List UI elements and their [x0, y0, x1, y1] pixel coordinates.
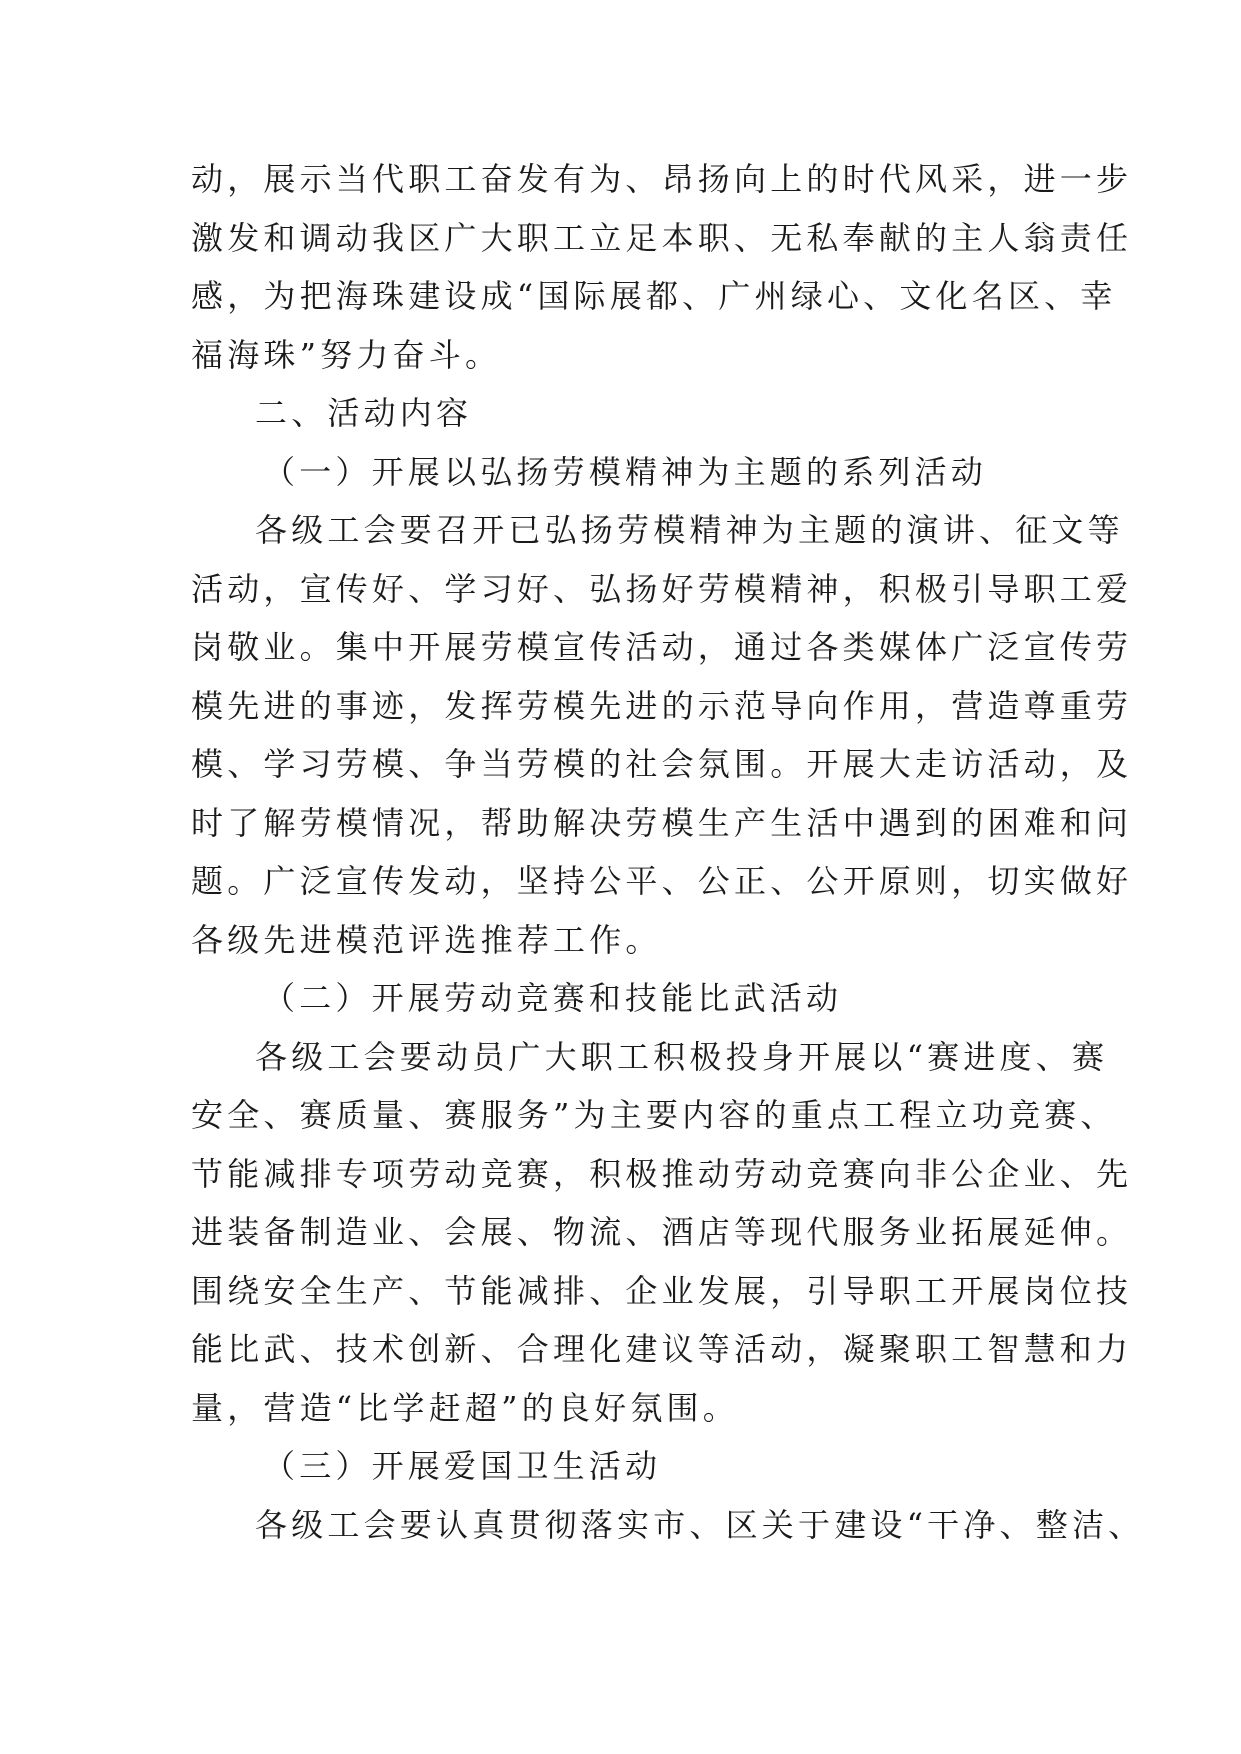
text-line: 岗敬业。集中开展劳模宣传活动，通过各类媒体广泛宣传劳	[191, 628, 1133, 666]
text-line: 各级先进模范评选推荐工作。	[191, 920, 662, 959]
text-line: 围绕安全生产、节能减排、企业发展，引导职工开展岗位技	[191, 1271, 1133, 1310]
document-body	[191, 150, 1145, 1554]
text-line: 福海珠”努力奋斗。	[191, 335, 502, 374]
text-line: 各级工会要动员广大职工积极投身开展以“赛进度、赛	[255, 1037, 1109, 1076]
text-line: 进装备制造业、会展、物流、酒店等现代服务业拓展延伸。	[191, 1213, 1133, 1251]
text-line: 二、活动内容	[255, 394, 473, 432]
text-line: 量，营造“比学赶超”的良好氛围。	[191, 1388, 739, 1427]
text-line: 激发和调动我区广大职工立足本职、无私奉献的主人翁责任	[191, 218, 1133, 257]
text-line: 节能减排专项劳动竞赛，积极推动劳动竞赛向非公企业、先	[191, 1154, 1133, 1193]
text-line: （三）开展爱国卫生活动	[263, 1447, 662, 1485]
text-line: 各级工会要认真贯彻落实市、区关于建设“干净、整洁、	[255, 1505, 1145, 1544]
text-line: 安全、赛质量、赛服务”为主要内容的重点工程立功竞赛、	[191, 1096, 1117, 1134]
text-line: （一）开展以弘扬劳模精神为主题的系列活动	[263, 452, 988, 491]
text-line: （二）开展劳动竞赛和技能比武活动	[263, 979, 843, 1017]
text-line: 动，展示当代职工奋发有为、昂扬向上的时代风采，进一步	[191, 160, 1133, 198]
text-line: 感，为把海珠建设成“国际展都、广州绿心、文化名区、幸	[191, 277, 1117, 315]
text-line: 模先进的事迹，发挥劳模先进的示范导向作用，营造尊重劳	[191, 686, 1133, 725]
text-line: 时了解劳模情况，帮助解决劳模生产生活中遇到的困难和问	[191, 803, 1133, 842]
text-line: 模、学习劳模、争当劳模的社会氛围。开展大走访活动，及	[191, 745, 1133, 783]
text-line: 题。广泛宣传发动，坚持公平、公正、公开原则，切实做好	[191, 862, 1133, 900]
text-line: 各级工会要召开已弘扬劳模精神为主题的演讲、征文等	[255, 511, 1124, 549]
text-line: 活动，宣传好、学习好、弘扬好劳模精神，积极引导职工爱	[191, 569, 1133, 608]
text-line: 能比武、技术创新、合理化建议等活动，凝聚职工智慧和力	[191, 1330, 1133, 1368]
